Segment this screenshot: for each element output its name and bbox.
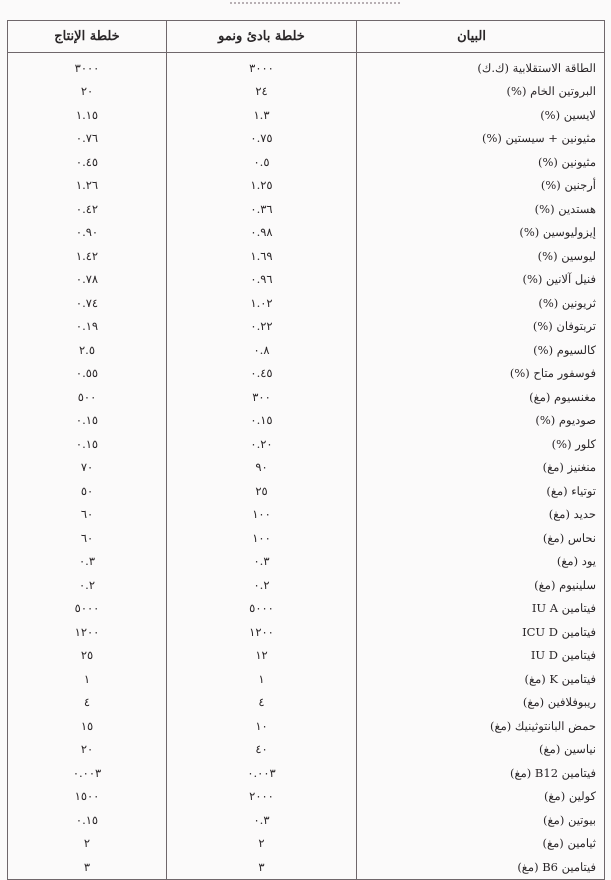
row-starter-value: ٤ (167, 691, 357, 715)
row-production-value: ٣٠٠٠ (8, 53, 167, 80)
row-production-value: ٠.٣ (8, 550, 167, 574)
row-starter-value: ٣ (167, 855, 357, 879)
row-description: حديد (مغ) (357, 503, 605, 527)
table-row (8, 526, 605, 550)
table-row (8, 244, 605, 268)
row-production-value: ٧٠ (8, 456, 167, 480)
table-row (8, 221, 605, 245)
table-row (8, 691, 605, 715)
row-starter-value: ٠.٠٠٣ (167, 761, 357, 785)
row-starter-value: ٢٠٠٠ (167, 785, 357, 809)
table-row (8, 53, 605, 80)
row-starter-value: ٥٠٠٠ (167, 597, 357, 621)
row-description: فوسفور متاح (%) (357, 362, 605, 386)
row-description: البروتين الخام (%) (357, 80, 605, 104)
row-description: فنيل آلانين (%) (357, 268, 605, 292)
row-production-value: ٥٠ (8, 479, 167, 503)
row-production-value: ٦٠ (8, 526, 167, 550)
row-description: ريبوفلافين (مغ) (357, 691, 605, 715)
row-description: فيتامين IU D (357, 644, 605, 668)
row-production-value: ٠.٢ (8, 573, 167, 597)
row-description: مثيونين (%) (357, 150, 605, 174)
header-production: خلطة الإنتاج (8, 21, 167, 53)
row-description: بيوتين (مغ) (357, 808, 605, 832)
row-description: مغنسيوم (مغ) (357, 385, 605, 409)
row-starter-value: ١٠ (167, 714, 357, 738)
row-starter-value: ٣٠٠ (167, 385, 357, 409)
nutrition-requirements-table (7, 20, 605, 880)
table-row (8, 667, 605, 691)
table-row (8, 268, 605, 292)
row-starter-value: ١.٦٩ (167, 244, 357, 268)
row-description: سلينيوم (مغ) (357, 573, 605, 597)
row-description: صوديوم (%) (357, 409, 605, 433)
row-production-value: ٢.٥ (8, 338, 167, 362)
table-row (8, 456, 605, 480)
table-row (8, 409, 605, 433)
row-description: ثيامين (مغ) (357, 832, 605, 856)
table-row (8, 597, 605, 621)
row-description: نحاس (مغ) (357, 526, 605, 550)
header-starter-grower: خلطة بادئ ونمو (167, 21, 357, 53)
row-starter-value: ٠.١٥ (167, 409, 357, 433)
table-row (8, 832, 605, 856)
table-row (8, 315, 605, 339)
row-production-value: ٦٠ (8, 503, 167, 527)
row-description: توتياء (مغ) (357, 479, 605, 503)
row-starter-value: ٠.٥ (167, 150, 357, 174)
row-description: الطاقة الاستقلابية (ك.ك) (357, 53, 605, 80)
row-description: إيزوليوسين (%) (357, 221, 605, 245)
row-description: حمض البانتوثينيك (مغ) (357, 714, 605, 738)
row-description: فيتامين B6 (مغ) (357, 855, 605, 879)
table-row (8, 738, 605, 762)
table-row (8, 80, 605, 104)
row-production-value: ٠.٧٦ (8, 127, 167, 151)
row-production-value: ٠.٩٠ (8, 221, 167, 245)
table-row (8, 174, 605, 198)
row-starter-value: ٠.٣ (167, 550, 357, 574)
row-production-value: ٠.١٩ (8, 315, 167, 339)
row-production-value: ٠.٤٢ (8, 197, 167, 221)
row-description: كالسيوم (%) (357, 338, 605, 362)
table-row (8, 338, 605, 362)
row-starter-value: ٠.٣٦ (167, 197, 357, 221)
row-description: هستدين (%) (357, 197, 605, 221)
table-row (8, 808, 605, 832)
table-row (8, 573, 605, 597)
row-production-value: ١٥ (8, 714, 167, 738)
row-description: كلور (%) (357, 432, 605, 456)
table-row (8, 714, 605, 738)
row-starter-value: ١.٠٢ (167, 291, 357, 315)
row-description: ثريونين (%) (357, 291, 605, 315)
row-starter-value: ٠.٤٥ (167, 362, 357, 386)
row-starter-value: ٤٠ (167, 738, 357, 762)
table-row (8, 197, 605, 221)
row-production-value: ٢٥ (8, 644, 167, 668)
row-production-value: ١٢٠٠ (8, 620, 167, 644)
table-row (8, 432, 605, 456)
row-production-value: ٠.٧٨ (8, 268, 167, 292)
row-starter-value: ١٠٠ (167, 526, 357, 550)
header-description: البيان (357, 21, 605, 53)
table-header-row (8, 21, 605, 53)
row-production-value: ٢٠ (8, 80, 167, 104)
row-starter-value: ١ (167, 667, 357, 691)
row-starter-value: ٩٠ (167, 456, 357, 480)
row-starter-value: ٢٥ (167, 479, 357, 503)
row-starter-value: ٠.٢ (167, 573, 357, 597)
row-starter-value: ٣٠٠٠ (167, 53, 357, 80)
table-row (8, 785, 605, 809)
row-starter-value: ٠.٣ (167, 808, 357, 832)
table-row (8, 362, 605, 386)
row-production-value: ٢ (8, 832, 167, 856)
table-row (8, 385, 605, 409)
row-production-value: ٤ (8, 691, 167, 715)
row-production-value: ٠.٤٥ (8, 150, 167, 174)
table-row (8, 855, 605, 879)
row-starter-value: ٢ (167, 832, 357, 856)
row-production-value: ١.١٥ (8, 103, 167, 127)
top-dotted-rule (230, 2, 400, 4)
row-production-value: ٠.٠٠٣ (8, 761, 167, 785)
row-description: كولين (مغ) (357, 785, 605, 809)
table-body (8, 53, 605, 880)
row-production-value: ٣ (8, 855, 167, 879)
row-production-value: ٥٠٠٠ (8, 597, 167, 621)
row-description: منغنيز (مغ) (357, 456, 605, 480)
row-description: فيتامين B12 (مغ) (357, 761, 605, 785)
row-production-value: ١.٢٦ (8, 174, 167, 198)
row-production-value: ٥٠٠ (8, 385, 167, 409)
table-row (8, 291, 605, 315)
row-description: تربتوفان (%) (357, 315, 605, 339)
row-description: لايسين (%) (357, 103, 605, 127)
table-row (8, 103, 605, 127)
row-starter-value: ١٢٠٠ (167, 620, 357, 644)
row-starter-value: ١.٣ (167, 103, 357, 127)
row-production-value: ١.٤٢ (8, 244, 167, 268)
row-starter-value: ٠.٨ (167, 338, 357, 362)
table-row (8, 127, 605, 151)
row-production-value: ١٥٠٠ (8, 785, 167, 809)
row-starter-value: ٠.٩٨ (167, 221, 357, 245)
row-description: نياسين (مغ) (357, 738, 605, 762)
table-row (8, 620, 605, 644)
row-production-value: ٢٠ (8, 738, 167, 762)
row-description: مثيونين + سيستين (%) (357, 127, 605, 151)
row-starter-value: ١.٢٥ (167, 174, 357, 198)
table-row (8, 479, 605, 503)
row-description: فيتامين K (مغ) (357, 667, 605, 691)
row-description: ليوسين (%) (357, 244, 605, 268)
row-starter-value: ٢٤ (167, 80, 357, 104)
table-row (8, 761, 605, 785)
row-starter-value: ٠.٢٢ (167, 315, 357, 339)
row-production-value: ١ (8, 667, 167, 691)
row-production-value: ٠.١٥ (8, 409, 167, 433)
table-row (8, 550, 605, 574)
row-description: فيتامين ICU D (357, 620, 605, 644)
row-production-value: ٠.٥٥ (8, 362, 167, 386)
row-starter-value: ٠.٢٠ (167, 432, 357, 456)
table-row (8, 644, 605, 668)
row-starter-value: ١٠٠ (167, 503, 357, 527)
row-description: فيتامين IU A (357, 597, 605, 621)
row-production-value: ٠.٧٤ (8, 291, 167, 315)
row-starter-value: ٠.٧٥ (167, 127, 357, 151)
table-row (8, 150, 605, 174)
row-description: أرجنين (%) (357, 174, 605, 198)
row-production-value: ٠.١٥ (8, 808, 167, 832)
table-row (8, 503, 605, 527)
row-starter-value: ١٢ (167, 644, 357, 668)
row-starter-value: ٠.٩٦ (167, 268, 357, 292)
row-production-value: ٠.١٥ (8, 432, 167, 456)
row-description: يود (مغ) (357, 550, 605, 574)
